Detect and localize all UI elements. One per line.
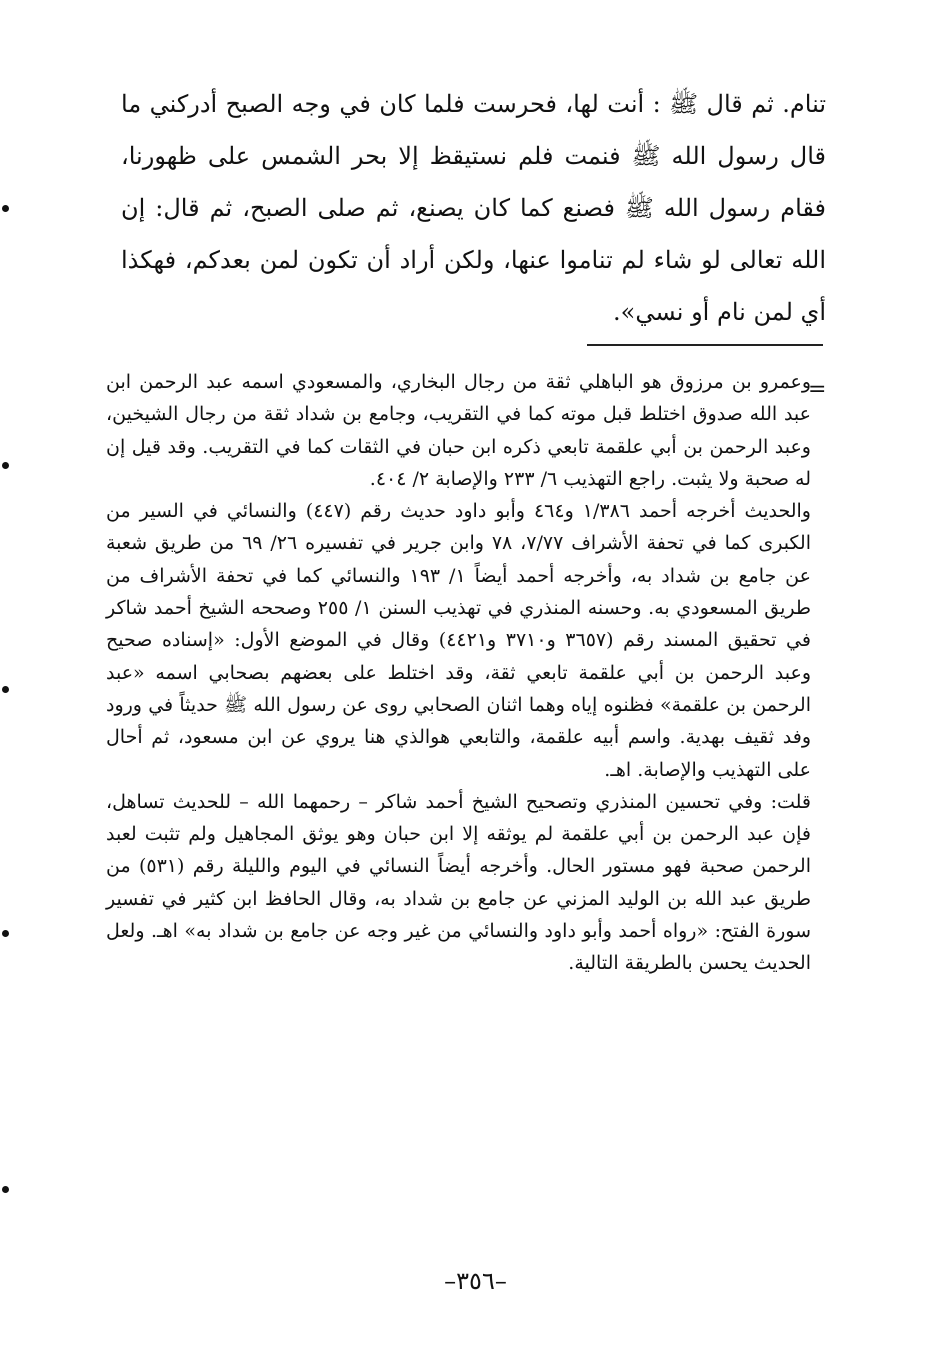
main-paragraph: تنام. ثم قال ﷺ : أنت لها، فحرست فلما كان في وجه الصبح أدركني ما قال رسول الله ﷺ فنمت فلم نستيقظ إلا بحر الشمس على ظهورنا، فقام رسول الله ﷺ فصنع كما كان يصنع، ثم صلى الصبح، ثم قال: إن الله تعالى لو شاء لم تناموا عنها، ولكن أراد أن تكون لمن بعدكم، فهكذا أي لمن نام أو نسي».	[121, 90, 827, 326]
footnote-paragraph: وعمرو بن مرزوق هو الباهلي ثقة من رجال البخاري، والمسعودي اسمه عبد الرحمن ابن عبد الله صدوق اختلط قبل موته كما في التقريب، وجامع بن شداد ثقة من رجال الشيخين، وعبد الرحمن بن أبي علقمة تابعي ذكره ابن حبان في الثقات كما في التقريب. وقد قيل إن له صحبة ولا يثبت. راجع التهذيب ٦/ ٢٣٣ والإصابة ٢/ ٤٠٤.	[106, 371, 811, 490]
footnote-separator	[587, 344, 823, 346]
page-number: –٣٥٦–	[444, 1267, 507, 1295]
footnotes-block	[106, 366, 811, 980]
margin-mark	[2, 686, 9, 693]
margin-mark	[2, 462, 9, 469]
footnote-continuation-mark: =	[808, 377, 827, 402]
margin-mark	[2, 1186, 9, 1193]
main-text-block	[121, 78, 826, 338]
margin-mark	[2, 205, 9, 212]
footnote-paragraph: والحديث أخرجه أحمد ١/٣٨٦ و٤٦٤ وأبو داود حديث رقم (٤٤٧) والنسائي في السير من الكبرى كما في تحفة الأشراف ٧/٧٧، ٧٨ وابن جرير في تفسيره ٢٦/ ٦٩ من طريق شعبة عن جامع بن شداد به، وأخرجه أحمد أيضاً ١/ ١٩٣ والنسائي كما في تحفة الأشراف من طريق المسعودي به. وحسنه المنذري في تهذيب السنن ١/ ٢٥٥ وصححه الشيخ أحمد شاكر في تحقيق المسند رقم (٣٦٥٧ و٣٧١٠ و٤٤٢١) وقال في الموضع الأول: «إسناده صحيح وعبد الرحمن بن أبي علقمة تابعي ثقة، وقد اختلط على بعضهم بصحابي اسمه «عبد الرحمن بن علقمة» فظنوه إياه وهما اثنان الصحابي روى عن رسول الله ﷺ حديثاً في ورود وفد ثقيف بهدية. واسم أبيه علقمة، والتابعي هوالذي هنا يروي عن ابن مسعود، ثم أحال على التهذيب والإصابة. اهـ.	[106, 500, 811, 781]
margin-mark	[2, 930, 9, 937]
footnote-paragraph: قلت: وفي تحسين المنذري وتصحيح الشيخ أحمد شاكر – رحمهما الله – للحديث تساهل، فإن عبد الرحمن بن أبي علقمة لم يوثقه إلا ابن حبان وهو يوثق المجاهيل ولم تثبت لعبد الرحمن صحبة فهو مستور الحال. وأخرجه أيضاً النسائي في اليوم والليلة رقم (٥٣١) من طريق عبد الله بن الوليد المزني عن جامع بن شداد به، وقال الحافظ ابن كثير في تفسير سورة الفتح: «رواه أحمد وأبو داود والنسائي من غير وجه عن جامع بن شداد به» اهـ. ولعل الحديث يحسن بالطريقة التالية.	[106, 790, 811, 975]
